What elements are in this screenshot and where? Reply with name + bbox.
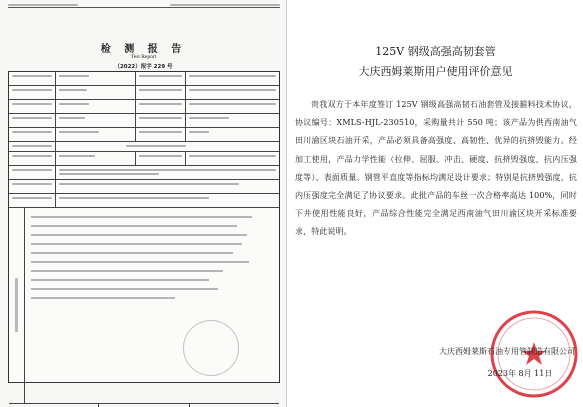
table-row [9, 86, 279, 100]
table-row [9, 180, 279, 194]
table-row [9, 114, 279, 128]
table-row [9, 142, 279, 152]
signatory-company: 大庆西姆莱斯石油专用管制造有限公司 [439, 347, 575, 356]
report-subtitle: Test Report [130, 54, 157, 60]
letter-title: 125V 钢级高强高韧套管 [375, 45, 496, 58]
report-title: 检 测 报 告 [100, 44, 187, 55]
test-conclusion [9, 208, 279, 404]
table-row [9, 194, 279, 208]
table-row [9, 72, 279, 86]
test-report-page [0, 0, 287, 407]
evaluation-letter-page [288, 0, 583, 407]
letterhead-left-text [8, 4, 78, 6]
report-table [8, 71, 280, 383]
table-row [9, 128, 279, 142]
report-letterhead [8, 4, 280, 8]
page-footer [0, 394, 287, 407]
letter-subtitle: 大庆西姆莱斯用户使用评价意见 [358, 65, 513, 78]
report-number: （2022）报字 229 号 [114, 64, 173, 70]
table-row [9, 166, 279, 180]
signature-date: 2023年 8月 11日 [487, 369, 553, 378]
table-row [9, 152, 279, 166]
table-row [9, 100, 279, 114]
letter-body: 贵我双方于本年度签订 125V 钢级高强高韧石油套管及接箍料技术协议，协议编号：XMLS-HJL-230510，采购量共计 550 吨；该产品为供西南油气田川渝区块石油开采，产品必须具备高强度、高韧性、优异的抗挤毁能力。经加工使用，产品力学性能（拉伸、屈服、冲击、硬度、抗挤毁强度，抗内压强度等）、表面质量、钢管平直度等指标均满足设计要求；特别是抗挤毁强度，抗内压强度完全满足了协议要求。此批产品的车丝一次合格率高达 100%，同时下井使用性能良好，产品综合性能完全满足西南油气田川渝区块开采标准要求，特此说明。 [295, 100, 577, 237]
inspection-stamp [183, 320, 239, 376]
letterhead-right-text [170, 4, 280, 6]
